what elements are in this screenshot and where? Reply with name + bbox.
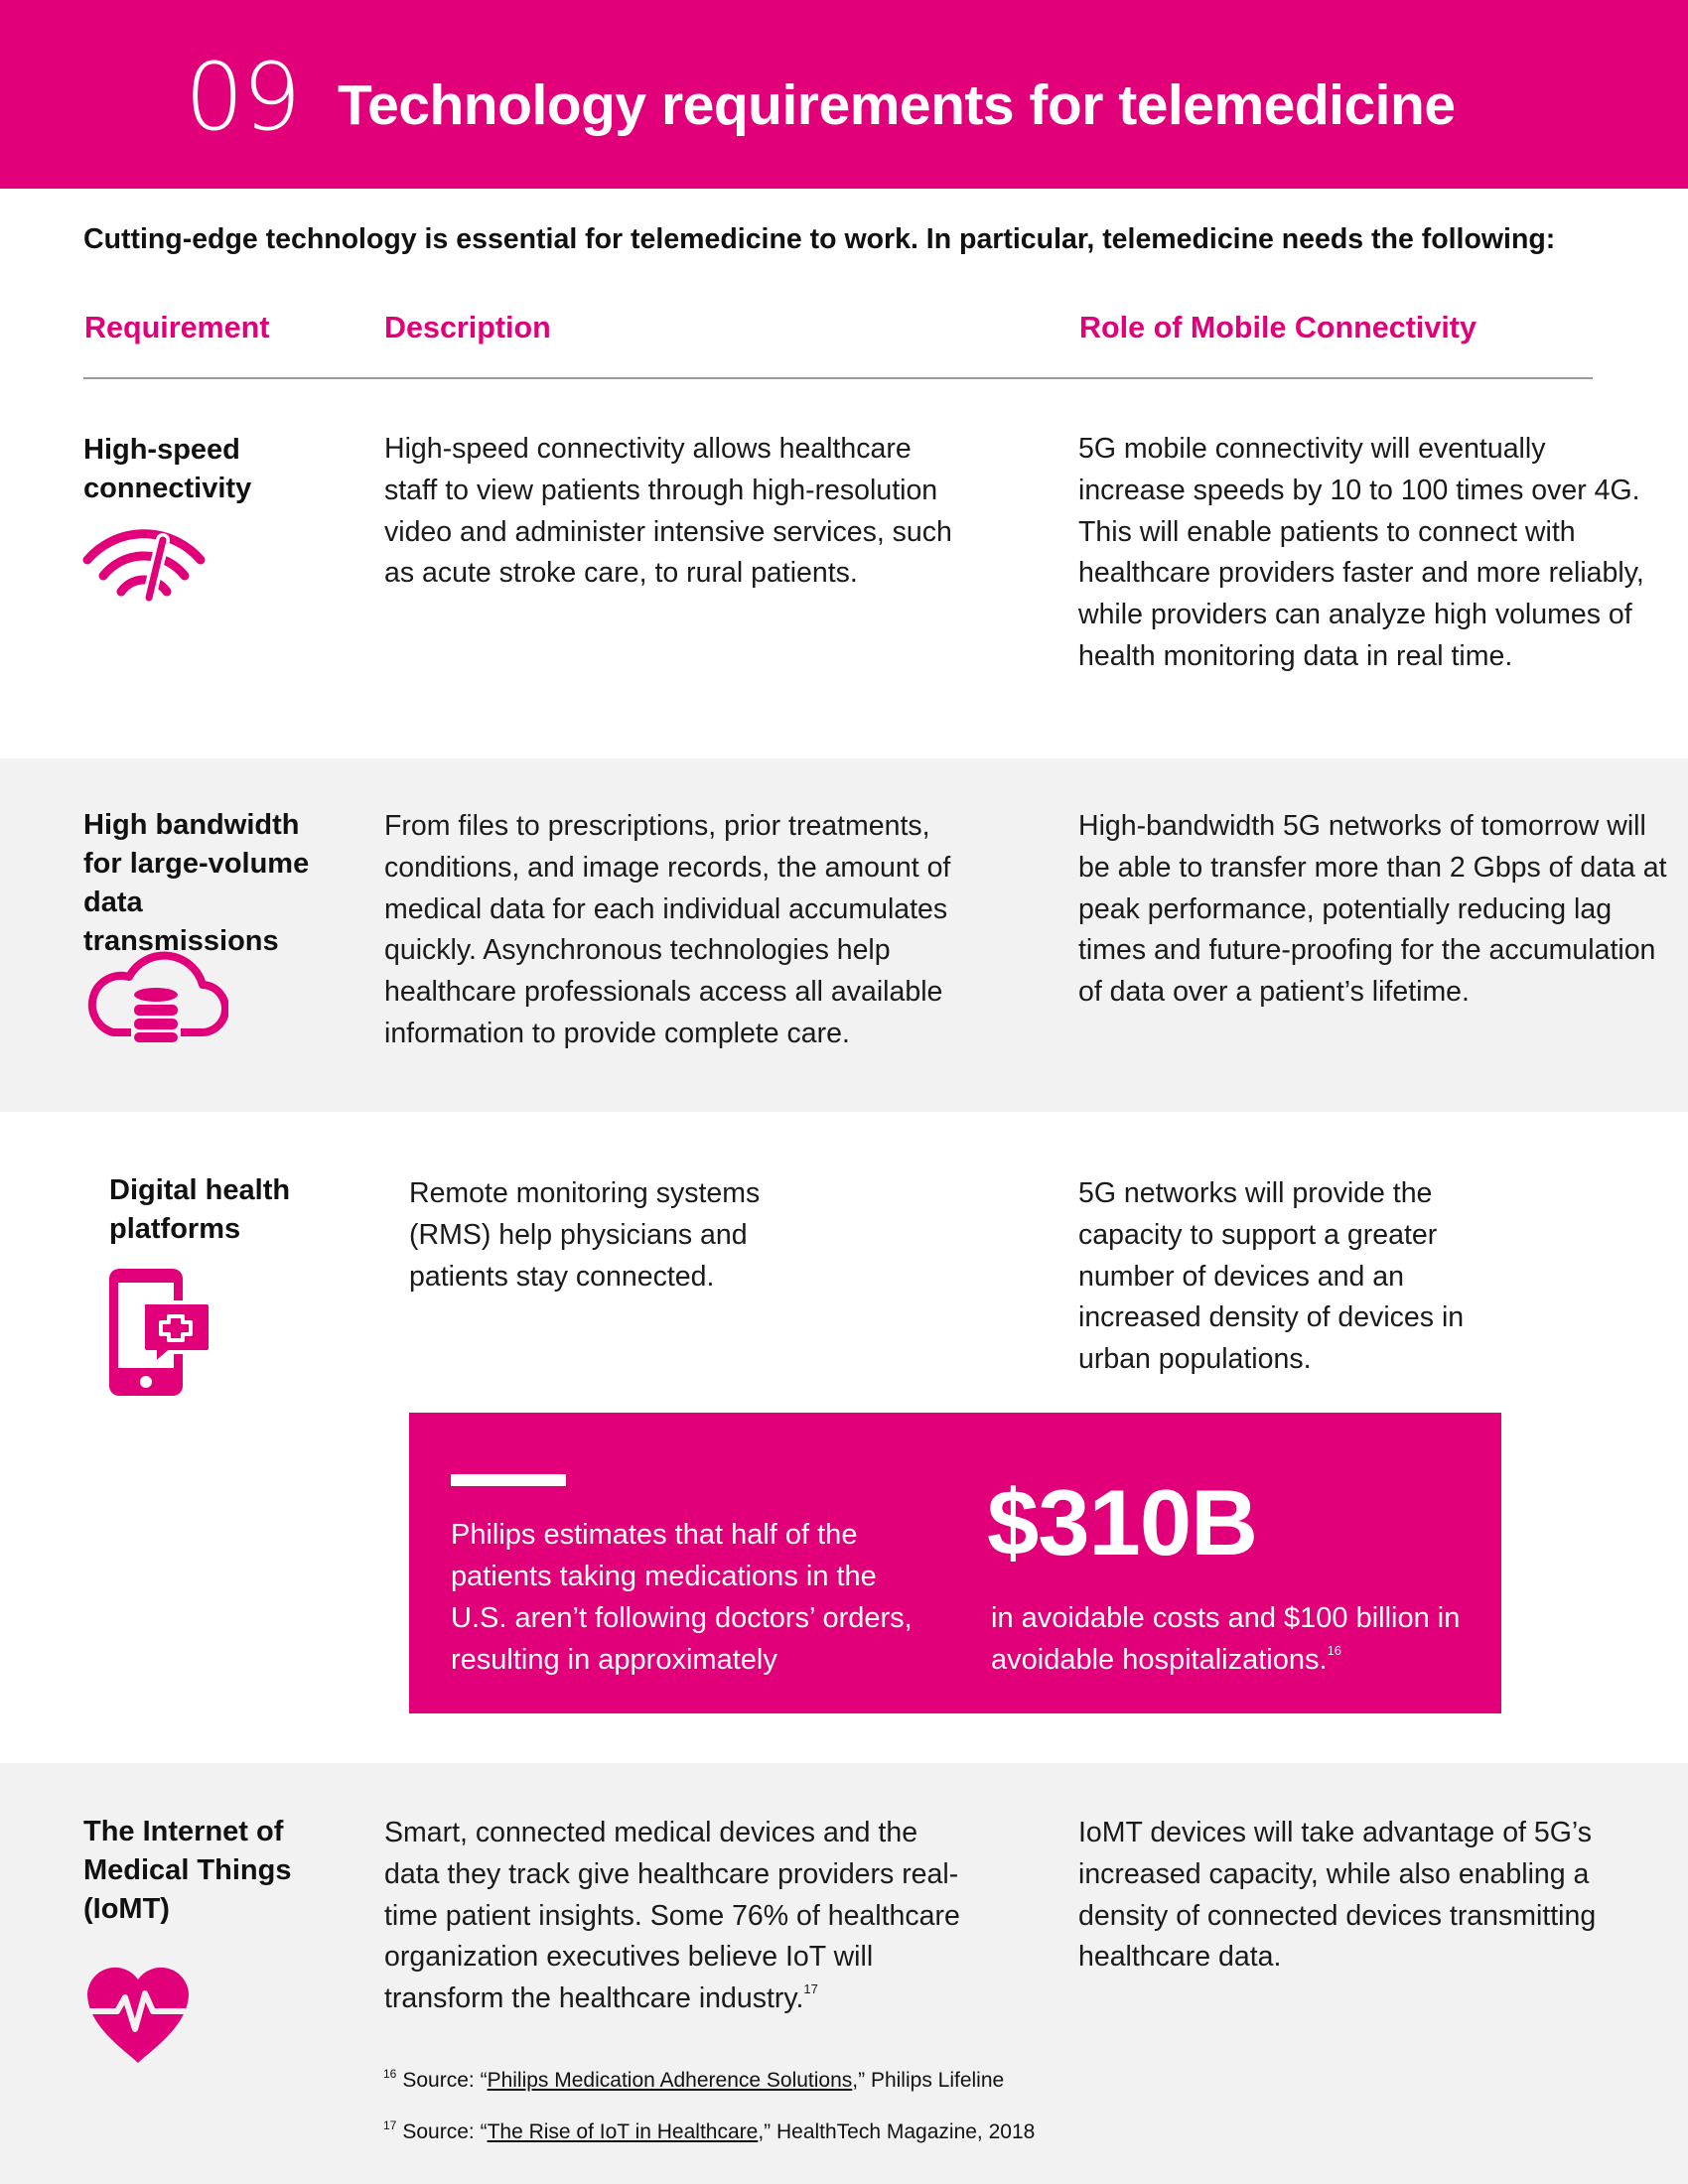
requirement-title: Digital health platforms [109,1174,291,1245]
cloud-database-icon [83,951,228,1047]
requirement-title: High-speed connectivity [83,434,252,504]
callout-text: Philips estimates that half of the patients taking medications in the U.S. aren’t following doctors’ orders, resulting in approximately [451,1519,913,1676]
column-header-requirement: Requirement [84,311,270,344]
row-role: High-bandwidth 5G networks of tomorrow will be able to transfer more than 2 Gbps of data at peak performance, potentially reducing lag times and future-proofing for the accumulation of data over a patient’s lifetime. [1078,810,1667,1009]
callout-figure: $310B [987,1470,1257,1574]
row-role: 5G networks will provide the capacity to support a greater number of devices and an increased density of devices in urban populations. [1078,1177,1465,1376]
row-description [384,1813,980,2020]
row-description: From files to prescriptions, prior treatments, conditions, and image records, the amount of medical data for each individual accumulates quickly. Asynchronous technologies help healthcare professionals access all available information to provide complete care. [384,810,951,1049]
footnote-number: 16 [383,2067,397,2081]
row-description: High-speed connectivity allows healthcare staff to view patients through high-resolution video and administer intensive services, such as acute stroke care, to rural patients. [384,433,952,590]
footnote-prefix: Source: “ [402,2120,488,2143]
row-description: Remote monitoring systems (RMS) help physicians and patients stay connected. [409,1177,761,1293]
row-description-body: Smart, connected medical devices and the data they track give healthcare providers real-time patient insights. Some 76% of healthcare organization executives believe IoT will transform the healthcare industry. [384,1817,960,2015]
row-role: IoMT devices will take advantage of 5G’s increased capacity, while also enabling a density of connected devices transmitting healthcare data. [1078,1817,1597,1974]
footnote-prefix: Source: “ [402,2069,488,2092]
callout-accent-bar [451,1474,566,1486]
footnote [383,2118,1035,2144]
footnote-number: 17 [383,2118,397,2132]
requirement-title: High bandwidth for large-volume data transmissions [83,809,310,957]
footnote [383,2067,1004,2093]
intro-text: Cutting-edge technology is essential for telemedicine to work. In particular, telemedicine needs the following: [83,223,1556,255]
callout-subtext [991,1597,1487,1681]
footnote-suffix: ,” HealthTech Magazine, 2018 [758,2120,1036,2143]
requirement-title: The Internet of Medical Things (IoMT) [83,1816,292,1925]
footnote-suffix: ,” Philips Lifeline [852,2069,1005,2092]
callout-subtext-body: in avoidable costs and $100 billion in avoidable hospitalizations. [991,1602,1461,1676]
footnote-link[interactable]: The Rise of IoT in Healthcare [487,2120,759,2143]
page-title: Technology requirements for telemedicine [338,73,1456,137]
stat-callout [409,1413,1501,1713]
column-header-role: Role of Mobile Connectivity [1079,311,1477,344]
phone-medical-chat-icon [107,1267,212,1403]
page-header [0,0,1688,189]
row-role: 5G mobile connectivity will eventually increase speeds by 10 to 100 times over 4G. This will enable patients to connect with healthcare providers faster and more reliably, while providers can analyze high volumes of health monitoring data in real time. [1078,433,1644,672]
footnote-ref: 16 [1327,1643,1342,1658]
wifi-speed-icon [79,526,209,611]
section-number: 09 [185,44,300,152]
heart-pulse-icon [83,1960,193,2070]
footnote-ref: 17 [803,1981,818,1997]
column-header-description: Description [384,311,551,344]
footnote-link[interactable]: Philips Medication Adherence Solutions [487,2069,853,2092]
header-divider [83,377,1593,379]
